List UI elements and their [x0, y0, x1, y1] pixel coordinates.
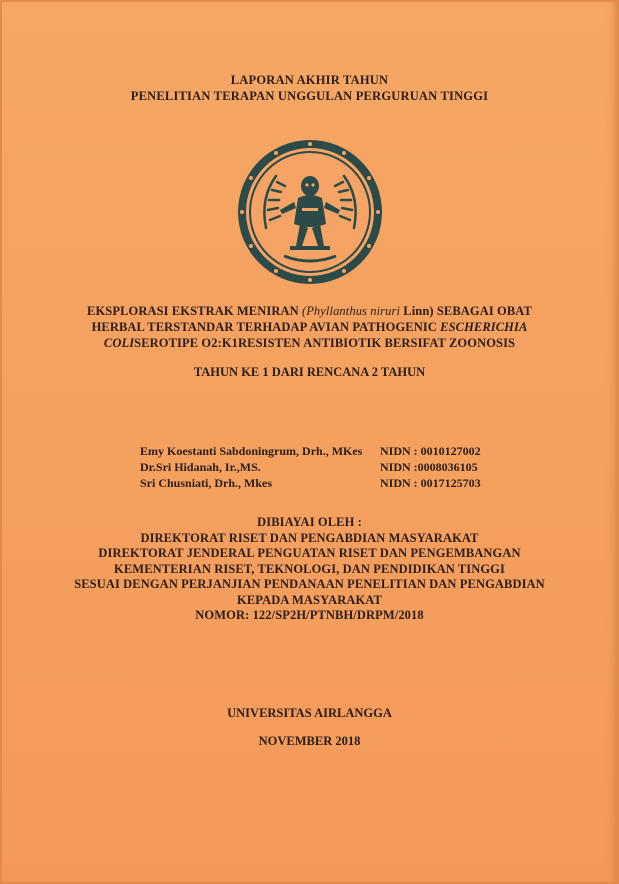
- author-nidn: NIDN :0008036105: [380, 460, 478, 474]
- author-list: [140, 443, 540, 491]
- funding-label: DIBIAYAI OLEH :: [257, 515, 362, 529]
- university-seal-icon: [236, 138, 384, 286]
- report-date: NOVEMBER 2018: [258, 734, 361, 748]
- report-type: LAPORAN AKHIR TAHUN: [230, 73, 389, 87]
- author-name: Sri Chusniati, Drh., Mkes: [140, 476, 273, 490]
- university-name: UNIVERSITAS AIRLANGGA: [227, 706, 392, 720]
- research-title: EKSPLORASI EKSTRAK MENIRAN (Phyllanthus niruri Linn) SEBAGAI OBAT HERBAL TERSTANDAR TERHADAP AVIAN PATHOGENIC ESCHERICHIA COLISEROTIPE O2:K1RESISTEN ANTIBIOTIK BERSIFAT ZOONOSIS: [87, 304, 532, 350]
- author-nidn: NIDN : 0010127002: [380, 444, 481, 458]
- research-year: TAHUN KE 1 DARI RENCANA 2 TAHUN: [193, 365, 426, 379]
- funding-block: DIBIAYAI OLEH : DIREKTORAT RISET DAN PENGABDIAN MASYARAKAT DIREKTORAT JENDERAL PENGUATAN RISET DAN PENGEMBANGAN KEMENTERIAN RISET, TEKNOLOGI, DAN PENDIDIKAN TINGGI SESUAI DENGAN PERJANJIAN PENDANAAN PENELITIAN DAN PENGABDIAN KEPADA MASYARAKAT NOMOR: 122/SP2H/PTNBH/DRPM/2018: [30, 515, 589, 624]
- contract-number: NOMOR: 122/SP2H/PTNBH/DRPM/2018: [195, 608, 424, 622]
- author-row: [140, 443, 540, 459]
- latin-name: (Phyllanthus niruri: [301, 304, 401, 318]
- author-row: [140, 475, 540, 491]
- author-name: Dr.Sri Hidanah, Ir.,MS.: [140, 460, 261, 474]
- author-row: [140, 459, 540, 475]
- author-nidn: NIDN : 0017125703: [380, 476, 481, 490]
- author-name: Emy Koestanti Sabdoningrum, Drh., MKes: [140, 444, 363, 458]
- research-scheme: PENELITIAN TERAPAN UNGGULAN PERGURUAN TINGGI: [130, 89, 489, 103]
- report-header: [0, 72, 619, 104]
